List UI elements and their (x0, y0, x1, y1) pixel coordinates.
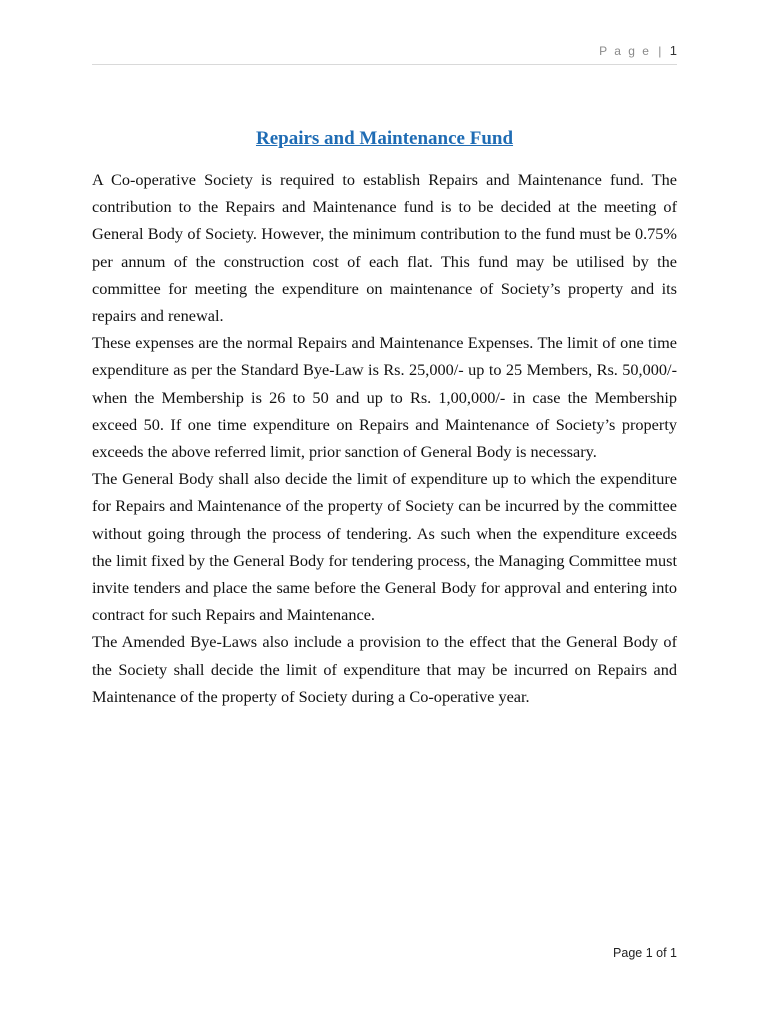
document-body (92, 166, 677, 710)
paragraph-2: These expenses are the normal Repairs and Maintenance Expenses. The limit of one time expenditure as per the Standard Bye-Law is Rs. 25,000/- up to 25 Members, Rs. 50,000/- when the Membership is 26 to 50 and up to Rs. 1,00,000/- in case the Membership exceed 50. If one time expenditure on Repairs and Maintenance of Society’s property exceeds the above referred limit, prior sanction of General Body is necessary. (92, 333, 677, 462)
paragraph-1: A Co-operative Society is required to establish Repairs and Maintenance fund. The contribution to the Repairs and Maintenance fund is to be decided at the meeting of General Body of Society. However, the minimum contribution to the fund must be 0.75% per annum of the construction cost of each flat. This fund may be utilised by the committee for meeting the expenditure on maintenance of Society’s property and its repairs and renewal. (92, 170, 677, 326)
page-footer: Page 1 of 1 (613, 946, 677, 960)
header-page-label (599, 43, 677, 58)
page-header (92, 40, 677, 65)
paragraph-3: The General Body shall also decide the limit of expenditure up to which the expenditure for Repairs and Maintenance of the property of Society can be incurred by the committee without going through the process of tendering. As such when the expenditure exceeds the limit fixed by the General Body for tendering process, the Managing Committee must invite tenders and place the same before the General Body for approval and entering into contract for such Repairs and Maintenance. (92, 469, 677, 625)
header-separator: | (658, 44, 662, 58)
paragraph-4: The Amended Bye-Laws also include a provision to the effect that the General Body of the Society shall decide the limit of expenditure that may be incurred on Repairs and Maintenance of the property of Society during a Co-operative year. (92, 632, 677, 706)
header-page-number: 1 (669, 43, 677, 58)
header-page-word: P a g e (599, 44, 651, 58)
document-title: Repairs and Maintenance Fund (255, 128, 514, 149)
